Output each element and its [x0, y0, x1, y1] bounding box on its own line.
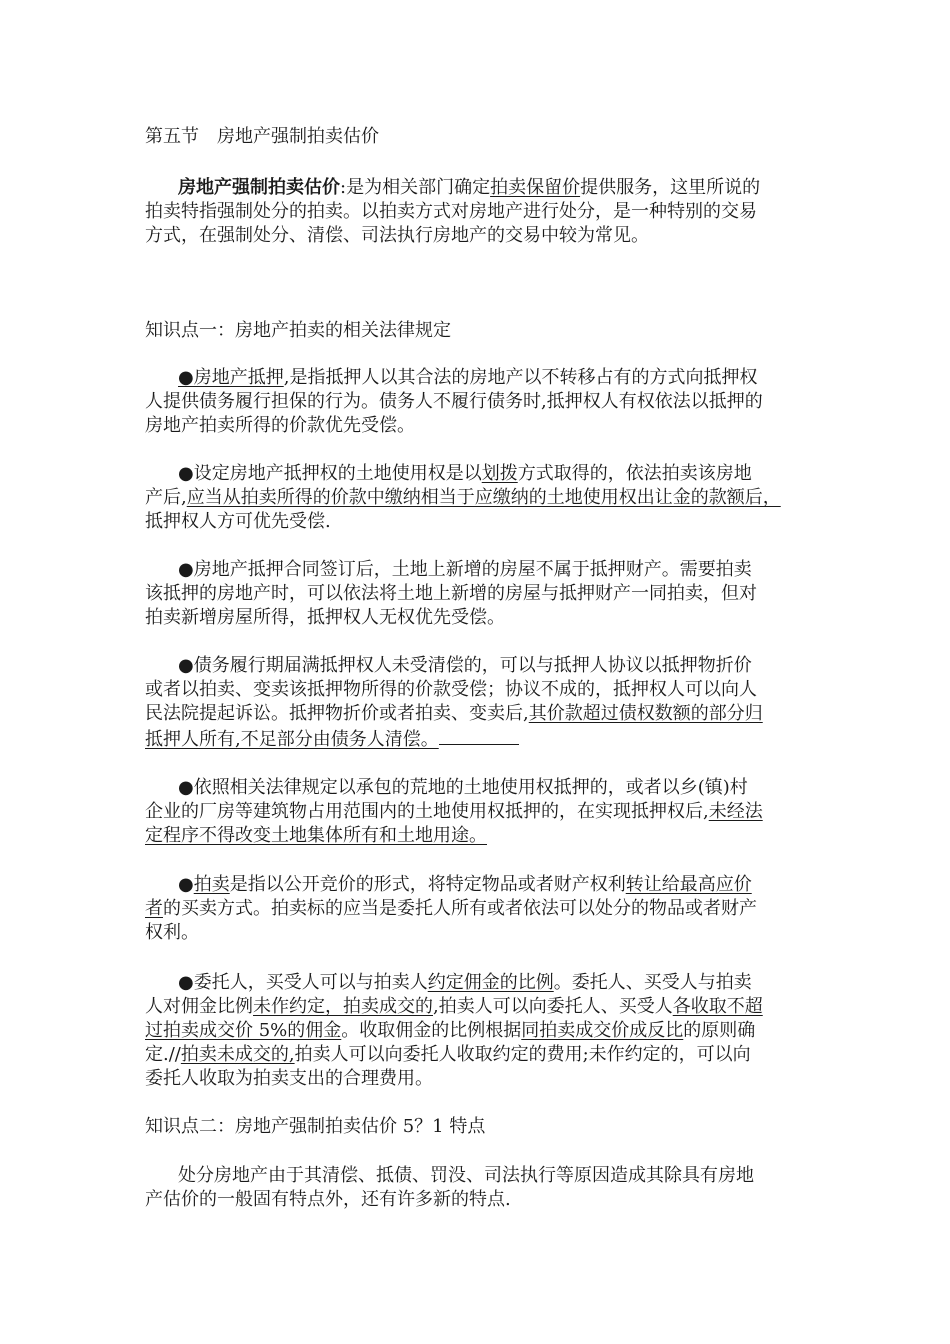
- knowledge-point-2-title: 知识点二：房地产强制拍卖估价 5？1 特点: [145, 1116, 486, 1137]
- text: ,拍卖人可以向委托人、买受人: [433, 996, 673, 1017]
- underlined-text: ●房地产抵押: [178, 367, 284, 388]
- p7-line-2: [145, 995, 825, 1019]
- p2-line-1: [178, 462, 858, 486]
- text: 民法院提起诉讼。抵押物折价或者拍卖、变卖后,: [145, 703, 529, 724]
- intro-line-3: 方式，在强制处分、清偿、司法执行房地产的交易中较为常见。: [145, 225, 649, 246]
- text: 的买卖方式。拍卖标的应当是委托人所有或者依法可以处分的物品或者财产: [163, 898, 757, 919]
- underlined-text: 其价款超过债权数额的部分归: [528, 703, 763, 724]
- p4-line-2: 或者以拍卖、变卖该抵押物所得的价款受偿；协议不成的，抵押权人可以向人: [145, 679, 757, 700]
- p2-line-3: 抵押权人方可优先受偿.: [145, 511, 331, 532]
- text: ●: [178, 874, 194, 895]
- text: ,是指抵押人以其合法的房地产以不转移占有的方式向抵押权: [283, 367, 758, 388]
- p7-line-5: 委托人收取为拍卖支出的合理费用。: [145, 1068, 433, 1089]
- p5-line-1: ●依照相关法律规定以承包的荒地的土地使用权抵押的，或者以乡(镇)村: [178, 777, 748, 798]
- underlined-text: 定程序不得改变土地集体所有和土地用途。: [145, 825, 487, 846]
- p4-line-4: [145, 726, 825, 752]
- text: ●设定房地产抵押权的土地使用权是以: [178, 463, 482, 484]
- term-bold: 房地产强制拍卖估价: [178, 177, 340, 198]
- p7-line-3: [145, 1019, 825, 1043]
- text: 是指以公开竞价的形式，将特定物品或者财产权利: [229, 874, 626, 895]
- p7-line-4: [145, 1043, 825, 1067]
- underlined-text: 各收取不超: [672, 996, 763, 1017]
- p3-line-3: 拍卖新增房屋所得，抵押权人无权优先受偿。: [145, 607, 505, 628]
- underlined-text: 转让给最高应价: [625, 874, 752, 895]
- p2-line-2: [145, 486, 825, 510]
- underline-tail: [439, 726, 519, 745]
- text: 方式取得的，依法拍卖该房地: [517, 463, 752, 484]
- p1-line-3: 房地产拍卖所得的价款优先受偿。: [145, 415, 415, 436]
- underlined-text: 未作约定，拍卖成交的: [253, 996, 433, 1017]
- text: ●委托人，买受人可以与拍卖人: [178, 972, 428, 993]
- text: 人对佣金比例: [145, 996, 253, 1017]
- text: 企业的厂房等建筑物占用范围内的土地使用权抵押的，在实现抵押权后,: [145, 801, 709, 822]
- underlined-text: 拍卖未成交的,: [180, 1044, 295, 1065]
- p5-line-3: [145, 824, 825, 848]
- underlined-text: 抵押人所有,不足部分由债务人清偿。: [145, 729, 439, 750]
- p6-line-3: 权利。: [145, 922, 199, 943]
- underlined-text: 过拍卖成交价 5%的佣金: [145, 1020, 342, 1041]
- underlined-text: 约定佣金的比例: [427, 972, 554, 993]
- section-title: 第五节 房地产强制拍卖估价: [145, 126, 379, 147]
- p4-line-1: ●债务履行期届满抵押权人未受清偿的，可以与抵押人协议以抵押物折价: [178, 655, 752, 676]
- p5-line-2: [145, 800, 825, 824]
- p6-line-1: [178, 873, 858, 897]
- p7-line-1: [178, 971, 858, 995]
- p1-line-1: [178, 366, 858, 390]
- p8-line-1: 处分房地产由于其清偿、抵债、罚没、司法执行等原因造成其除具有房地: [178, 1165, 754, 1186]
- underlined-text: 拍卖: [193, 874, 230, 895]
- underlined-text: 应当从拍卖所得的价款中缴纳相当于应缴纳的土地使用权出让金的款额后，: [186, 487, 781, 508]
- p4-line-3: [145, 702, 825, 726]
- underlined-text: 者: [145, 898, 163, 919]
- intro-line-2: 拍卖特指强制处分的拍卖。以拍卖方式对房地产进行处分，是一种特别的交易: [145, 201, 757, 222]
- text: 拍卖人可以向委托人收取约定的费用;未作约定的，可以向: [294, 1044, 751, 1065]
- intro-line-1: [178, 176, 858, 200]
- underlined-text: 同拍卖成交价成反比: [521, 1020, 684, 1041]
- p6-line-2: [145, 897, 825, 921]
- text: 的原则确: [683, 1020, 756, 1041]
- underlined-text: 拍卖保留价: [490, 177, 581, 198]
- knowledge-point-1-title: 知识点一：房地产拍卖的相关法律规定: [145, 320, 451, 341]
- text: 定.//: [145, 1044, 181, 1065]
- text: 。收取佣金的比例根据: [341, 1020, 522, 1041]
- p3-line-1: ●房地产抵押合同签订后，土地上新增的房屋不属于抵押财产。需要拍卖: [178, 559, 752, 580]
- p1-line-2: 人提供债务履行担保的行为。债务人不履行债务时,抵押权人有权依法以抵押的: [145, 391, 763, 412]
- text: :是为相关部门确定: [340, 177, 491, 198]
- underlined-text: 划拨: [481, 463, 518, 484]
- text: 产后,: [145, 487, 187, 508]
- p8-line-2: 产估价的一般固有特点外，还有许多新的特点.: [145, 1189, 511, 1210]
- underlined-text: 未经法: [708, 801, 763, 822]
- p3-line-2: 该抵押的房地产时，可以依法将土地上新增的房屋与抵押财产一同拍卖，但对: [145, 583, 757, 604]
- text: 提供服务，这里所说的: [580, 177, 761, 198]
- text: 。委托人、买受人与拍卖: [553, 972, 752, 993]
